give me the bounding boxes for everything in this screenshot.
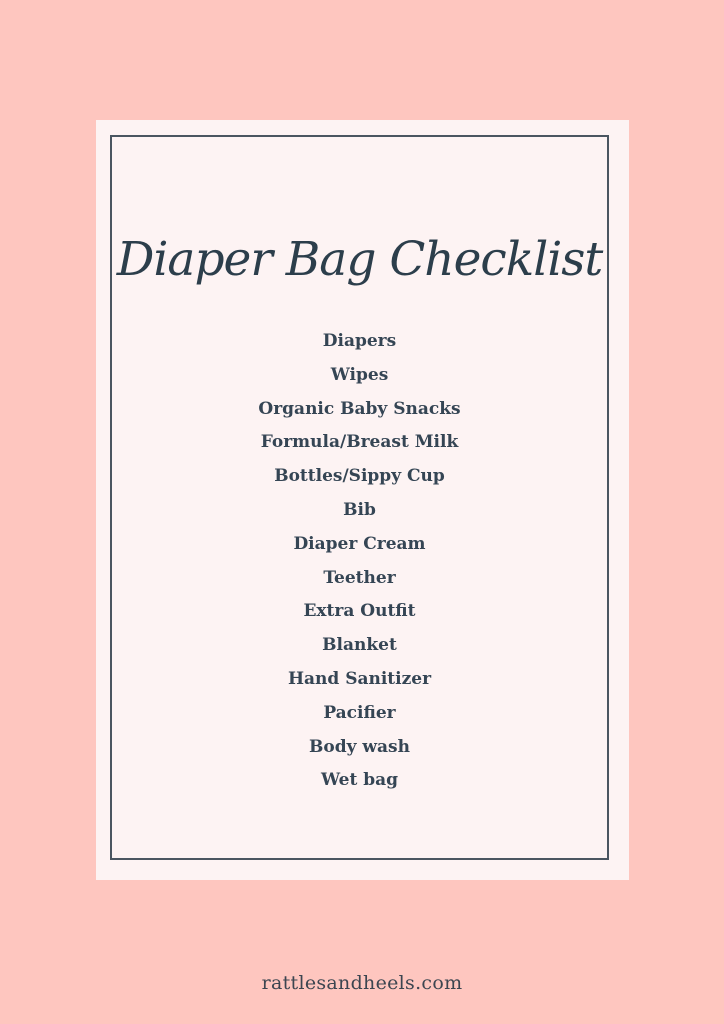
checklist-item: Blanket (322, 635, 397, 656)
checklist-item: Bottles/Sippy Cup (274, 466, 445, 487)
checklist-item: Body wash (309, 736, 410, 757)
checklist-item: Formula/Breast Milk (260, 432, 459, 453)
checklist-item: Bib (343, 499, 376, 520)
checklist-frame (110, 135, 609, 860)
checklist-item: Wet bag (320, 770, 399, 791)
checklist-item: Wipes (330, 364, 389, 385)
checklist-item: Extra Outfit (303, 601, 416, 622)
checklist-title: Diaper Bag Checklist (116, 232, 603, 287)
checklist-items (112, 325, 607, 798)
footer-website: rattlesandheels.com (261, 972, 463, 994)
checklist-item: Hand Sanitizer (287, 668, 432, 689)
checklist-item: Diapers (322, 331, 397, 351)
checklist-item: Diaper Cream (293, 533, 426, 554)
checklist-item: Organic Baby Snacks (258, 398, 461, 419)
checklist-card (96, 120, 629, 880)
checklist-item: Teether (323, 567, 396, 588)
checklist-item: Pacifier (323, 702, 396, 723)
